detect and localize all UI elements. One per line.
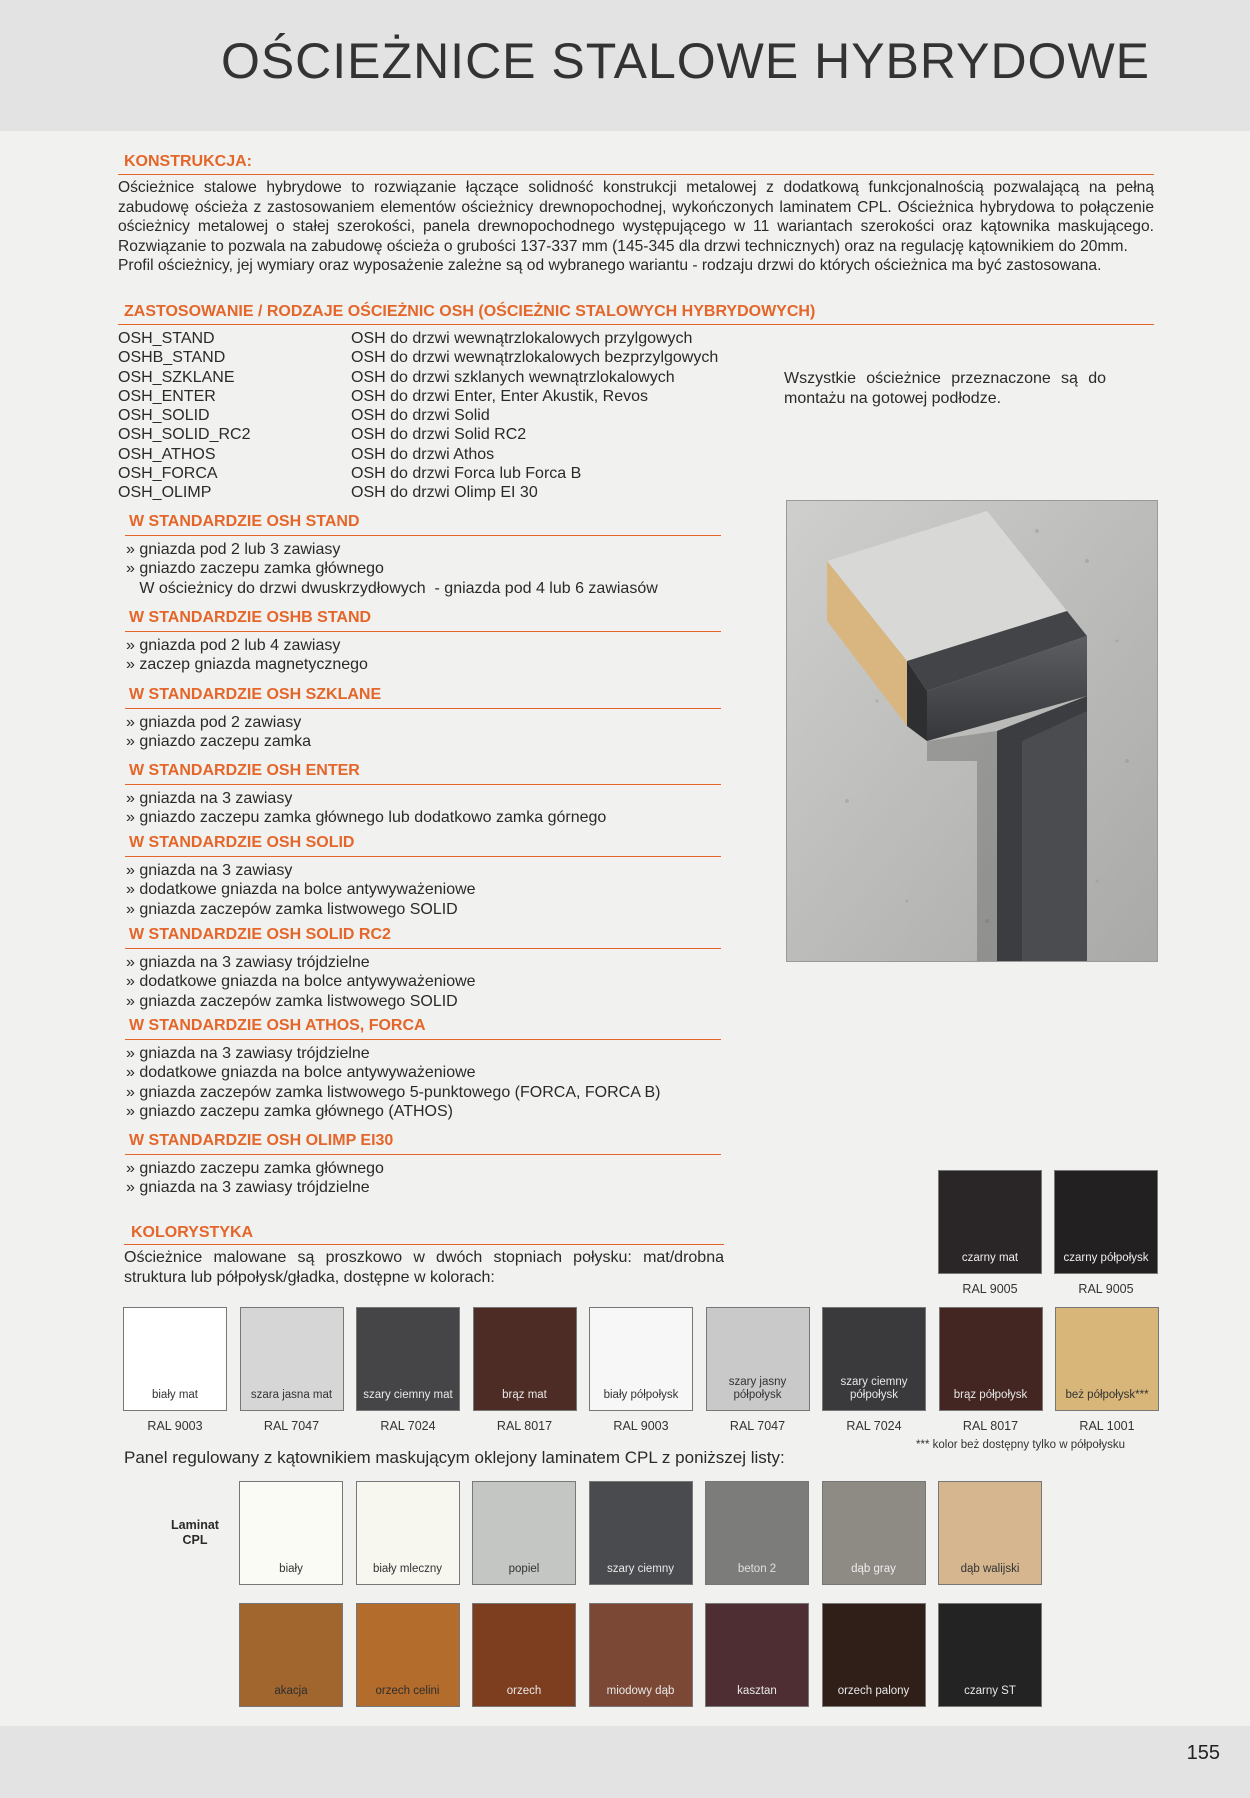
- frame-type-code: OSH_ENTER: [118, 387, 216, 405]
- standard-list: [126, 789, 606, 828]
- frame-type-row: [118, 368, 718, 387]
- frame-type-row: [118, 483, 718, 502]
- frame-type-description: OSH do drzwi Solid: [351, 407, 490, 425]
- konstrukcja-paragraph: Ościeżnice stalowe hybrydowe to rozwiązanie łączące solidność konstrukcji metalowej z dodatkową funkcjonalnością pozwalającą na pełną zabudowę ościeża z zastosowaniem elementów ościeżnicy drewnopochodnej, wykończonych laminatem CPL. Ościeżnica hybrydowa to połączenie ościeżnicy metalowej o stałej szerokości, panela drewnopochodnego występującego w 11 wariantach szerokości oraz kątownika maskującego. Rozwiązanie to pozwala na zabudowę ościeża o grubości 137-337 mm (145-345 dla drzwi technicznych) oraz na regulację kątownikiem do 20mm.: [118, 179, 1154, 255]
- frame-type-code: OSH_SOLID_RC2: [118, 426, 251, 444]
- swatch-label: biały półpołysk: [603, 1389, 679, 1401]
- standard-list: [126, 636, 368, 675]
- beige-note: *** kolor beż dostępny tylko w półpołysku: [916, 1439, 1126, 1451]
- standard-rule: [125, 1154, 721, 1155]
- frame-corner-illustration: [787, 501, 1157, 961]
- standard-heading: W STANDARDZIE OSH SOLID: [129, 834, 355, 851]
- swatch-label: czarny półpołysk: [1063, 1252, 1149, 1264]
- swatch-label: miodowy dąb: [606, 1685, 675, 1697]
- color-swatch: [822, 1481, 926, 1585]
- standard-rule: [125, 856, 721, 857]
- floor-note: Wszystkie ościeżnice przeznaczone są do montażu na gotowej podłodze.: [784, 370, 1106, 407]
- standard-item: » gniazda na 3 zawiasy: [126, 862, 293, 879]
- color-swatch: [240, 1307, 344, 1411]
- standard-item: » gniazda na 3 zawiasy: [126, 790, 293, 807]
- swatch-label: brąz mat: [502, 1389, 547, 1401]
- standard-item: W ościeżnicy do drzwi dwuskrzydłowych - gniazda pod 4 lub 6 zawiasów: [126, 579, 658, 597]
- color-swatch: [472, 1603, 576, 1707]
- standard-heading: W STANDARDZIE OSH SOLID RC2: [129, 926, 391, 943]
- color-swatch: [473, 1307, 577, 1411]
- standard-item: » gniazdo zaczepu zamka głównego (ATHOS): [126, 1102, 453, 1120]
- standard-item: » gniazdo zaczepu zamka głównego lub dodatkowo zamka górnego: [126, 809, 607, 827]
- standard-list: [126, 1044, 660, 1121]
- swatch-label: szary jasny półpołysk: [728, 1376, 787, 1401]
- swatch-label: dąb walijski: [960, 1563, 1020, 1575]
- page-number: 155: [1186, 1742, 1220, 1764]
- swatch-label: popiel: [508, 1563, 540, 1575]
- standard-rule: [125, 948, 721, 949]
- frame-type-row: [118, 406, 718, 425]
- standard-item: » dodatkowe gniazda na bolce antywyważeniowe: [126, 973, 476, 991]
- swatch-ral-code: RAL 7047: [729, 1419, 786, 1433]
- color-swatch: [589, 1603, 693, 1707]
- standard-list: [126, 540, 658, 598]
- standard-heading: W STANDARDZIE OSH ATHOS, FORCA: [129, 1017, 426, 1034]
- zastosowanie-rule: [118, 324, 1154, 325]
- swatch-ral-code: RAL 9003: [147, 1419, 203, 1433]
- swatch-label: brąz półpołysk: [953, 1389, 1028, 1401]
- frame-types-list: [118, 329, 718, 503]
- swatch-label: szary ciemny półpołysk: [840, 1376, 908, 1401]
- standard-list: [126, 1159, 384, 1198]
- color-swatch: [822, 1603, 926, 1707]
- frame-type-description: OSH do drzwi Solid RC2: [351, 426, 527, 444]
- swatch-ral-code: RAL 7047: [263, 1419, 320, 1433]
- standard-item: » dodatkowe gniazda na bolce antywyważeniowe: [126, 881, 476, 899]
- swatch-label: orzech: [506, 1685, 542, 1697]
- swatch-label: szary ciemny: [606, 1563, 675, 1575]
- color-swatch: [938, 1170, 1042, 1274]
- standard-list: [126, 953, 476, 1011]
- color-swatch: [589, 1307, 693, 1411]
- swatch-label: biały: [279, 1563, 303, 1575]
- frame-type-code: OSH_FORCA: [118, 465, 218, 483]
- standard-list: [126, 713, 311, 752]
- zastosowanie-heading: ZASTOSOWANIE / RODZAJE OŚCIEŻNIC OSH (OŚCIEŻNIC STALOWYCH HYBRYDOWYCH): [124, 303, 816, 320]
- standard-heading: W STANDARDZIE OSH STAND: [129, 513, 360, 530]
- standard-item: » gniazda zaczepów zamka listwowego 5-punktowego (FORCA, FORCA B): [126, 1083, 661, 1101]
- swatch-label: orzech celini: [375, 1685, 440, 1697]
- standard-item: » gniazda zaczepów zamka listwowego SOLID: [126, 992, 458, 1010]
- swatch-label: biały mat: [151, 1389, 199, 1401]
- konstrukcja-heading: KONSTRUKCJA:: [124, 153, 252, 170]
- swatch-label: szary ciemny mat: [363, 1389, 453, 1401]
- swatch-ral-code: RAL 9003: [613, 1419, 669, 1433]
- frame-type-description: OSH do drzwi Athos: [351, 445, 495, 463]
- frame-type-row: [118, 464, 718, 483]
- swatch-ral-code: RAL 8017: [496, 1419, 553, 1433]
- color-swatch: [472, 1481, 576, 1585]
- swatch-label: biały mleczny: [372, 1563, 443, 1575]
- color-swatch: [356, 1481, 460, 1585]
- color-swatch: [356, 1603, 460, 1707]
- standard-list: [126, 861, 476, 919]
- color-swatch: [938, 1603, 1042, 1707]
- standard-item: » gniazda pod 2 zawiasy: [126, 714, 302, 731]
- swatch-label: kasztan: [737, 1685, 777, 1697]
- frame-type-row: [118, 425, 718, 444]
- swatch-label: beż półpołysk***: [1065, 1389, 1149, 1401]
- standard-item: » gniazda na 3 zawiasy trójdzielne: [126, 954, 370, 971]
- kolorystyka-text: Ościeżnice malowane są proszkowo w dwóch stopniach połysku: mat/drobna struktura lub półpołysk/gładka, dostępne w kolorach:: [124, 1249, 724, 1286]
- standard-heading: W STANDARDZIE OSH SZKLANE: [129, 686, 382, 703]
- swatch-ral-code: RAL 1001: [1079, 1419, 1135, 1433]
- standard-item: » gniazda na 3 zawiasy trójdzielne: [126, 1045, 370, 1062]
- standard-item: » gniazda pod 2 lub 4 zawiasy: [126, 637, 341, 654]
- swatch-label: akacja: [274, 1685, 308, 1697]
- color-swatch: [356, 1307, 460, 1411]
- swatch-label: dąb gray: [851, 1563, 896, 1575]
- frame-type-code: OSH_ATHOS: [118, 445, 216, 463]
- page-footer: [0, 1726, 1250, 1798]
- color-swatch: [589, 1481, 693, 1585]
- standard-rule: [125, 535, 721, 536]
- frame-type-code: OSH_STAND: [118, 330, 215, 347]
- frame-type-description: OSH do drzwi Olimp EI 30: [351, 484, 538, 502]
- color-swatch: [239, 1481, 343, 1585]
- standard-rule: [125, 1039, 721, 1040]
- frame-type-code: OSHB_STAND: [118, 349, 226, 367]
- color-swatch: [123, 1307, 227, 1411]
- konstrukcja-rule: [118, 174, 1154, 175]
- color-swatch: [1055, 1307, 1159, 1411]
- swatch-ral-code: RAL 9005: [962, 1282, 1018, 1296]
- frame-type-description: OSH do drzwi wewnątrzlokalowych przylgowych: [351, 330, 693, 347]
- frame-product-photo: [786, 500, 1158, 962]
- frame-type-code: OSH_SZKLANE: [118, 368, 235, 386]
- standard-item: » gniazda na 3 zawiasy trójdzielne: [126, 1179, 370, 1197]
- color-swatch: [239, 1603, 343, 1707]
- frame-type-row: [118, 445, 718, 464]
- swatch-ral-code: RAL 9005: [1078, 1282, 1134, 1296]
- standard-heading: W STANDARDZIE OSHB STAND: [129, 609, 372, 626]
- standard-item: » gniazdo zaczepu zamka głównego: [126, 560, 384, 578]
- frame-type-code: OSH_SOLID: [118, 407, 210, 425]
- standard-item: » gniazda zaczepów zamka listwowego SOLID: [126, 900, 458, 918]
- standard-rule: [125, 784, 721, 785]
- laminat-label: Laminat CPL: [171, 1518, 219, 1547]
- color-swatch: [705, 1603, 809, 1707]
- frame-type-row: [118, 329, 718, 348]
- laminat-intro: Panel regulowany z kątownikiem maskującym oklejony laminatem CPL z poniższej listy:: [124, 1448, 785, 1467]
- swatch-label: beton 2: [737, 1563, 777, 1575]
- standard-rule: [125, 631, 721, 632]
- swatch-label: czarny ST: [964, 1685, 1016, 1697]
- kolorystyka-heading: KOLORYSTYKA: [131, 1224, 254, 1241]
- standard-heading: W STANDARDZIE OSH OLIMP EI30: [129, 1132, 394, 1149]
- standard-item: » gniazda pod 2 lub 3 zawiasy: [126, 541, 341, 558]
- frame-type-description: OSH do drzwi Enter, Enter Akustik, Revos: [351, 387, 649, 405]
- color-swatch: [1054, 1170, 1158, 1274]
- swatch-ral-code: RAL 7024: [380, 1419, 436, 1433]
- frame-type-description: OSH do drzwi szklanych wewnątrzlokalowych: [351, 368, 675, 386]
- konstrukcja-text: [118, 178, 1154, 276]
- standard-item: » gniazdo zaczepu zamka: [126, 733, 311, 751]
- color-swatch: [705, 1481, 809, 1585]
- swatch-ral-code: RAL 8017: [962, 1419, 1019, 1433]
- frame-type-description: OSH do drzwi Forca lub Forca B: [351, 465, 582, 483]
- page-title: OŚCIEŻNICE STALOWE HYBRYDOWE: [220, 33, 1150, 89]
- standard-item: » dodatkowe gniazda na bolce antywyważeniowe: [126, 1064, 476, 1082]
- standard-item: » zaczep gniazda magnetycznego: [126, 656, 368, 674]
- profile-note: Profil ościeżnicy, jej wymiary oraz wyposażenie zależne są od wybranego wariantu - rodzaju drzwi do których ościeżnica ma być zastosowana.: [118, 257, 1102, 274]
- frame-type-description: OSH do drzwi wewnątrzlokalowych bezprzylgowych: [351, 349, 719, 367]
- standard-rule: [125, 708, 721, 709]
- swatch-label: szara jasna mat: [250, 1389, 333, 1401]
- kolorystyka-rule: [124, 1244, 724, 1245]
- color-swatch: [938, 1481, 1042, 1585]
- standard-heading: W STANDARDZIE OSH ENTER: [129, 762, 360, 779]
- frame-type-row: [118, 387, 718, 406]
- color-swatch: [939, 1307, 1043, 1411]
- color-swatch: [822, 1307, 926, 1411]
- swatch-ral-code: RAL 7024: [846, 1419, 902, 1433]
- swatch-label: czarny mat: [961, 1252, 1019, 1264]
- frame-type-code: OSH_OLIMP: [118, 484, 212, 502]
- frame-type-row: [118, 348, 718, 367]
- color-swatch: [706, 1307, 810, 1411]
- swatch-label: orzech palony: [837, 1685, 910, 1697]
- standard-item: » gniazdo zaczepu zamka głównego: [126, 1160, 384, 1177]
